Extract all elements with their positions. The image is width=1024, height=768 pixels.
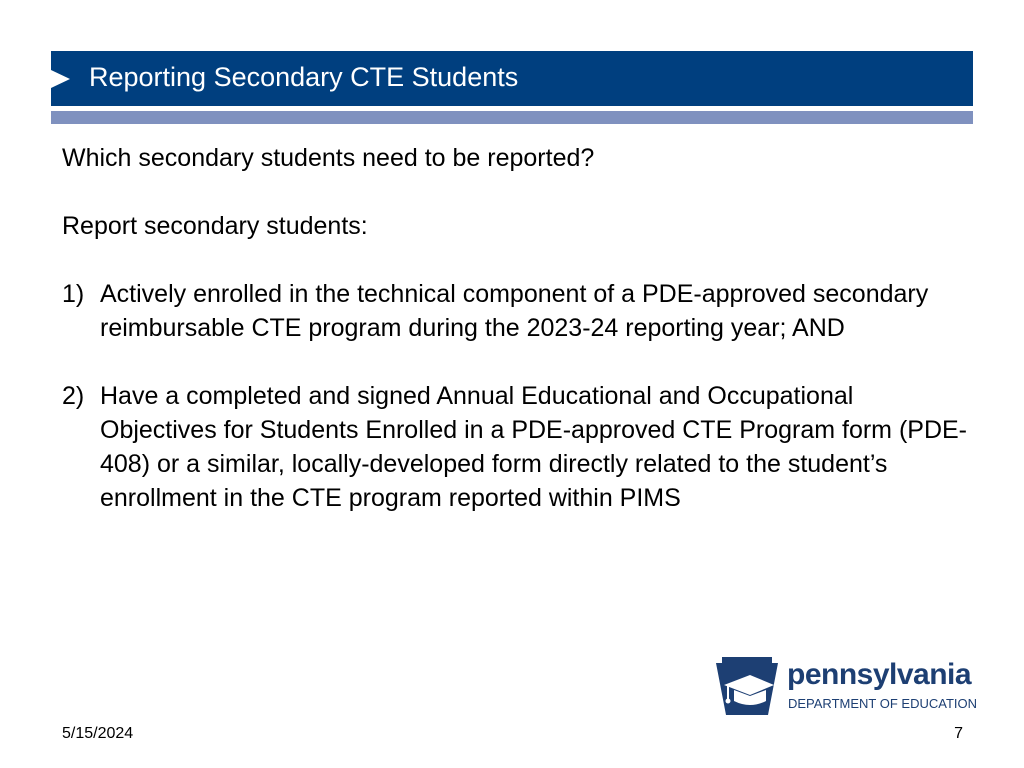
list-item xyxy=(62,277,972,345)
question-text: Which secondary students need to be reported? xyxy=(62,144,595,172)
intro-text: Report secondary students: xyxy=(62,212,368,240)
list-item-text: Actively enrolled in the technical component of a PDE-approved secondary reimbursable CTE program during the 2023-24 reporting year; AND xyxy=(100,280,929,342)
logo-department: DEPARTMENT OF EDUCATION xyxy=(788,696,977,711)
list-item-text: Have a completed and signed Annual Educational and Occupational Objectives for Students Enrolled in a PDE-approved CTE Program form (PDE-408) or a similar, locally-developed form directly related to the student’s enrollment in the CTE program reported within PIMS xyxy=(100,382,968,512)
title-arrow-icon xyxy=(51,70,70,88)
list-item xyxy=(62,379,972,515)
page-number: 7 xyxy=(954,725,963,742)
slide-title: Reporting Secondary CTE Students xyxy=(89,62,519,92)
title-bar xyxy=(51,51,973,106)
logo-wordmark: pennsylvania xyxy=(787,658,972,691)
title-divider xyxy=(51,111,973,124)
spacer xyxy=(62,345,972,379)
list-item-number: 2) xyxy=(62,382,85,410)
keystone-graduation-cap-icon xyxy=(714,655,780,717)
slide-date: 5/15/2024 xyxy=(62,725,134,742)
spacer xyxy=(62,175,972,209)
slide-body xyxy=(62,141,972,515)
spacer xyxy=(62,243,972,277)
list-item-number: 1) xyxy=(62,280,85,308)
pde-logo xyxy=(714,655,976,717)
